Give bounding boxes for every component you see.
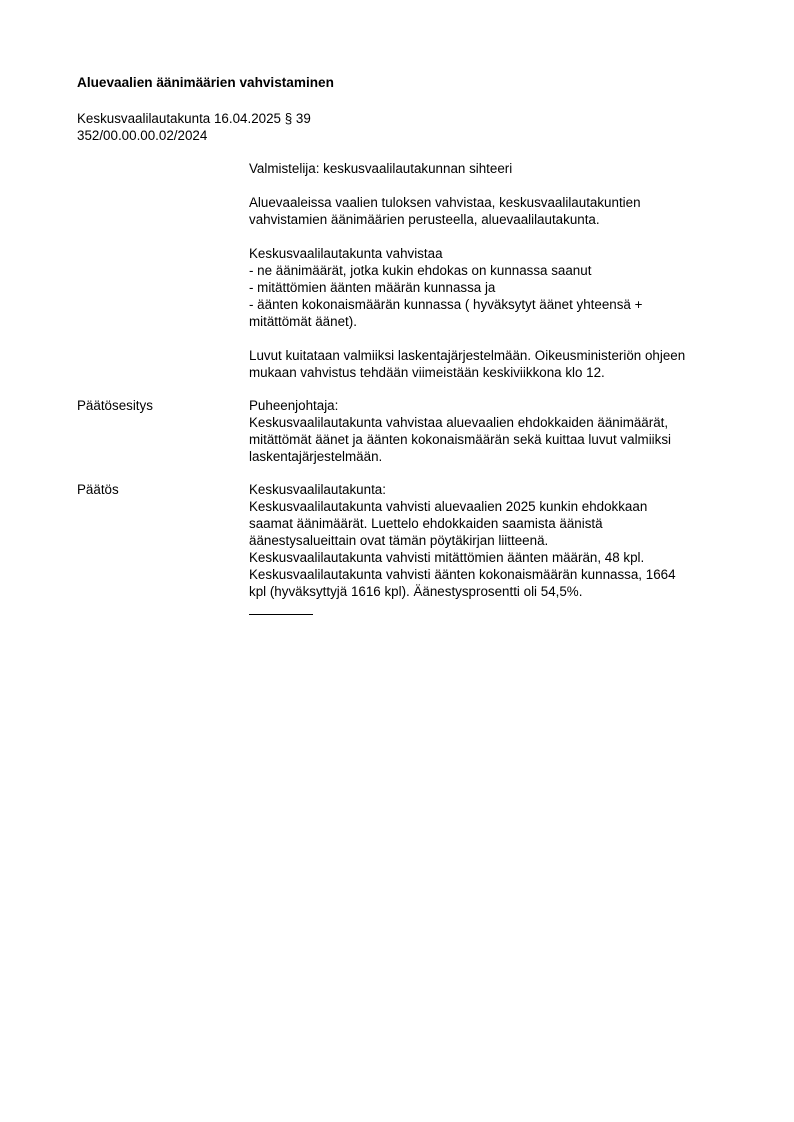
intro-line: Aluevaaleissa vaalien tuloksen vahvistaa, keskusvaalilautakuntien (249, 195, 641, 210)
confirm-line: Keskusvaalilautakunta vahvistaa (249, 246, 443, 261)
proposal-line: Puheenjohtaja: (249, 398, 339, 413)
preparation-body (249, 160, 734, 381)
decision-line: Keskusvaalilautakunta vahvisti aluevaalien 2025 kunkin ehdokkaan (249, 499, 648, 514)
decision-line: Keskusvaalilautakunta vahvisti äänten kokonaismäärän kunnassa, 1664 (249, 567, 676, 582)
proposal-line: mitättömät äänet ja äänten kokonaismäärän sekä kuittaa luvut valmiiksi (249, 432, 672, 447)
decision-label: Päätös (77, 482, 119, 497)
decision-line: Keskusvaalilautakunta: (249, 482, 386, 497)
confirm-line: - ne äänimäärät, jotka kukin ehdokas on kunnassa saanut (249, 263, 592, 278)
proposal-body (249, 397, 734, 465)
decision-line: äänestysalueittain ovat tämän pöytäkirjan liitteenä. (249, 533, 549, 548)
proposal-line: laskentajärjestelmään. (249, 449, 383, 464)
ack-line: Luvut kuitataan valmiiksi laskentajärjestelmään. Oikeusministeriön ohjeen (249, 348, 686, 363)
decision-body (249, 481, 734, 615)
document-title: Aluevaalien äänimäärien vahvistaminen (77, 75, 334, 90)
ack-line: mukaan vahvistus tehdään viimeistään keskiviikkona klo 12. (249, 365, 605, 380)
decision-line: saamat äänimäärät. Luettelo ehdokkaiden saamista äänistä (249, 516, 603, 531)
record-number: 352/00.00.00.02/2024 (77, 128, 208, 143)
confirm-line: - mitättömien äänten määrän kunnassa ja (249, 280, 496, 295)
confirm-line: mitättömät äänet). (249, 314, 357, 329)
confirm-line: - äänten kokonaismäärän kunnassa ( hyväksytyt äänet yhteensä + (249, 297, 643, 312)
confirm-paragraph (249, 245, 734, 330)
intro-line: vahvistamien äänimäärien perusteella, aluevaalilautakunta. (249, 212, 600, 227)
document-meta (77, 110, 311, 144)
meeting-reference: Keskusvaalilautakunta 16.04.2025 § 39 (77, 111, 311, 126)
intro-paragraph (249, 194, 734, 228)
proposal-label: Päätösesitys (77, 398, 153, 413)
preparer-line (249, 160, 734, 177)
preparer-text: Valmistelija: keskusvaalilautakunnan sihteeri (249, 161, 513, 176)
ack-paragraph (249, 347, 734, 381)
decision-line: kpl (hyväksyttyjä 1616 kpl). Äänestysprosentti oli 54,5%. (249, 584, 583, 599)
proposal-line: Keskusvaalilautakunta vahvistaa aluevaalien ehdokkaiden äänimäärät, (249, 415, 669, 430)
decision-line: Keskusvaalilautakunta vahvisti mitättömien äänten määrän, 48 kpl. (249, 550, 645, 565)
signature-rule (249, 614, 313, 615)
